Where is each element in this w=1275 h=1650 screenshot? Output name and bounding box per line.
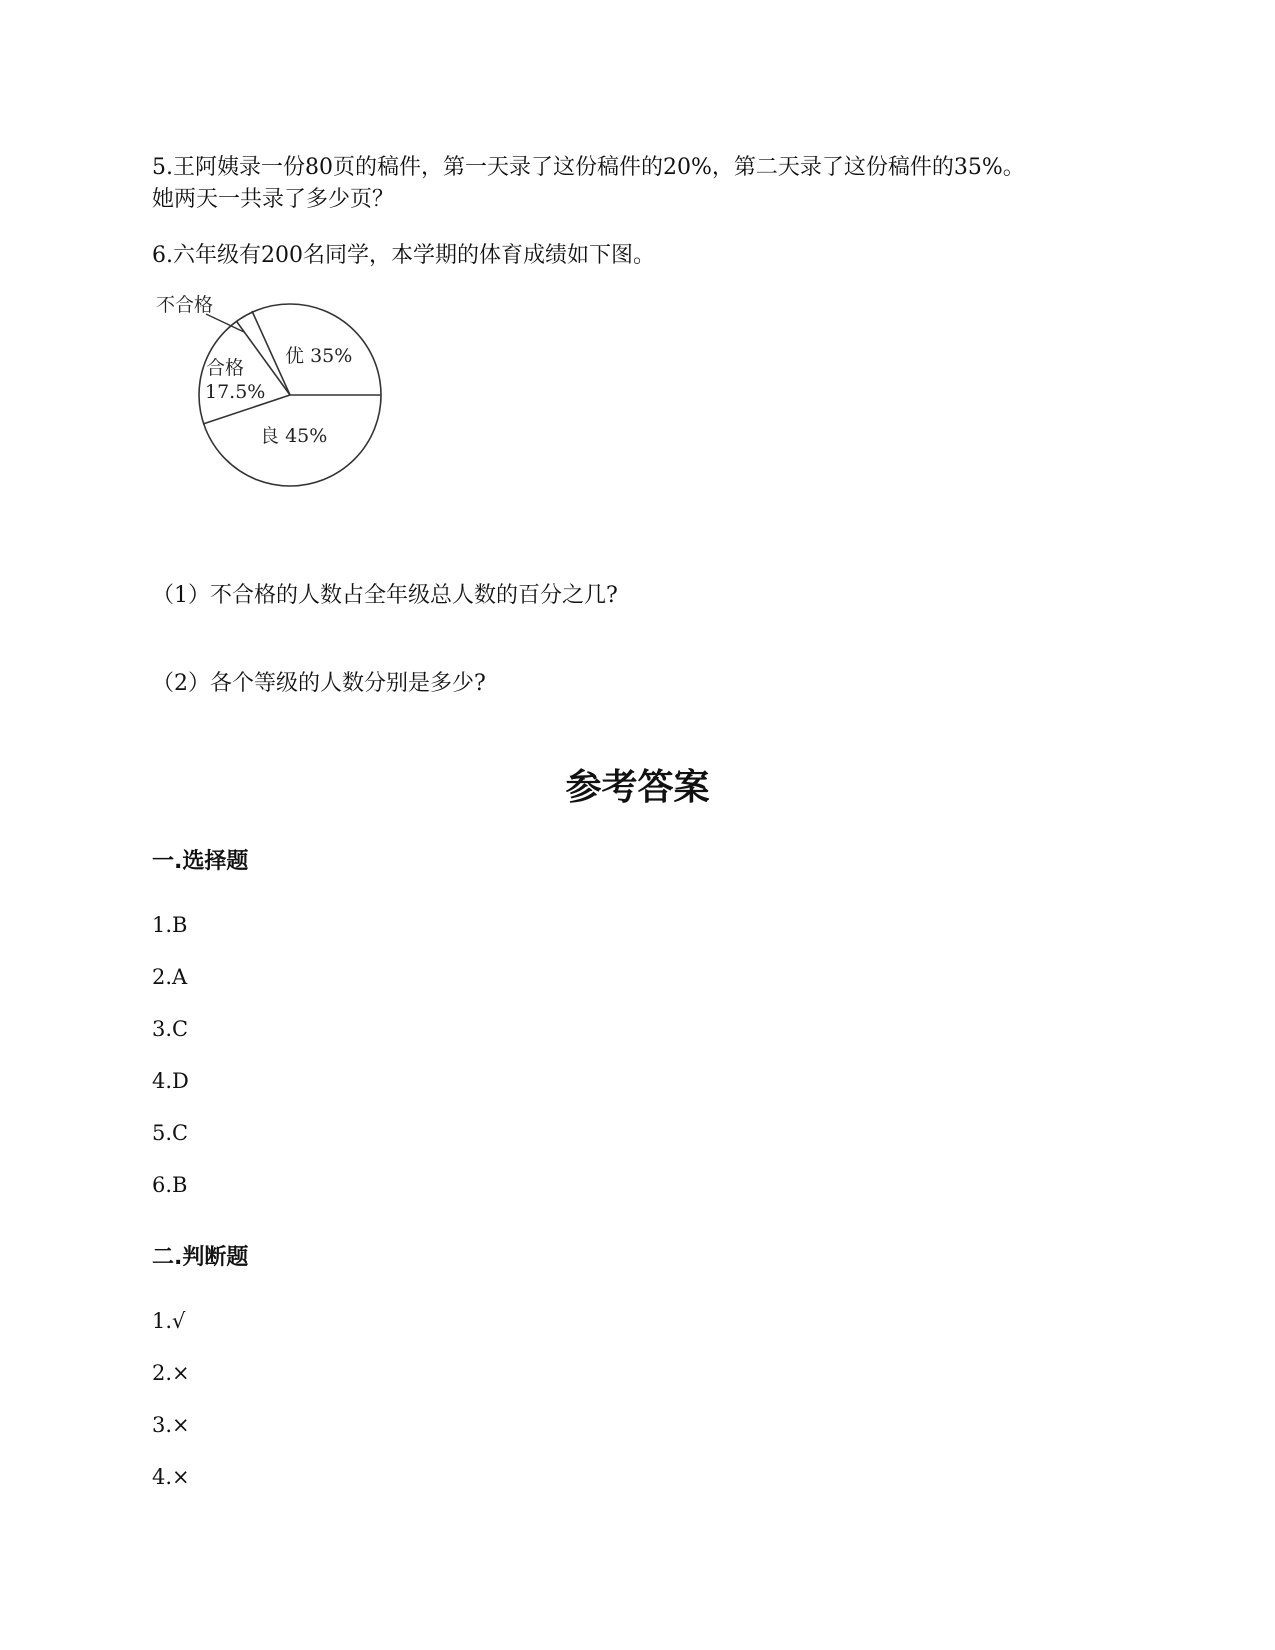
slice-label-buhege: 不合格 bbox=[156, 294, 214, 316]
answer-item: 5.C bbox=[152, 1121, 189, 1145]
answer-item: 2.A bbox=[152, 965, 188, 989]
question-5-line-1: 5.王阿姨录一份80页的稿件，第一天录了这份稿件的20%，第二天录了这份稿件的35%。 bbox=[152, 155, 1025, 180]
answer-item: 1.B bbox=[152, 913, 188, 937]
section-choice-title: 一.选择题 bbox=[152, 849, 249, 874]
question-6: 6.六年级有200名同学，本学期的体育成绩如下图。 bbox=[152, 243, 655, 268]
slice-label-you: 优 35% bbox=[285, 345, 353, 367]
question-6-sub-1: （1）不合格的人数占全年级总人数的百分之几? bbox=[152, 583, 618, 608]
answer-item: 3.C bbox=[152, 1017, 189, 1041]
slice-label-liang: 良 45% bbox=[260, 425, 328, 447]
answer-item: 3.× bbox=[152, 1413, 190, 1437]
pie-chart bbox=[150, 292, 410, 522]
slice-value-hege: 17.5% bbox=[205, 381, 266, 403]
answer-key-title: 参考答案 bbox=[565, 767, 710, 808]
question-6-sub-2: （2）各个等级的人数分别是多少? bbox=[152, 671, 486, 696]
answer-item: 4.× bbox=[152, 1465, 190, 1489]
answer-item: 4.D bbox=[152, 1069, 189, 1093]
answer-item: 2.× bbox=[152, 1361, 190, 1385]
question-5-line-2: 她两天一共录了多少页？ bbox=[152, 187, 395, 212]
answer-item: 1.√ bbox=[152, 1309, 186, 1333]
slice-label-hege: 合格 bbox=[206, 357, 245, 379]
answer-item: 6.B bbox=[152, 1173, 188, 1197]
section-judge-title: 二.判断题 bbox=[152, 1245, 249, 1270]
